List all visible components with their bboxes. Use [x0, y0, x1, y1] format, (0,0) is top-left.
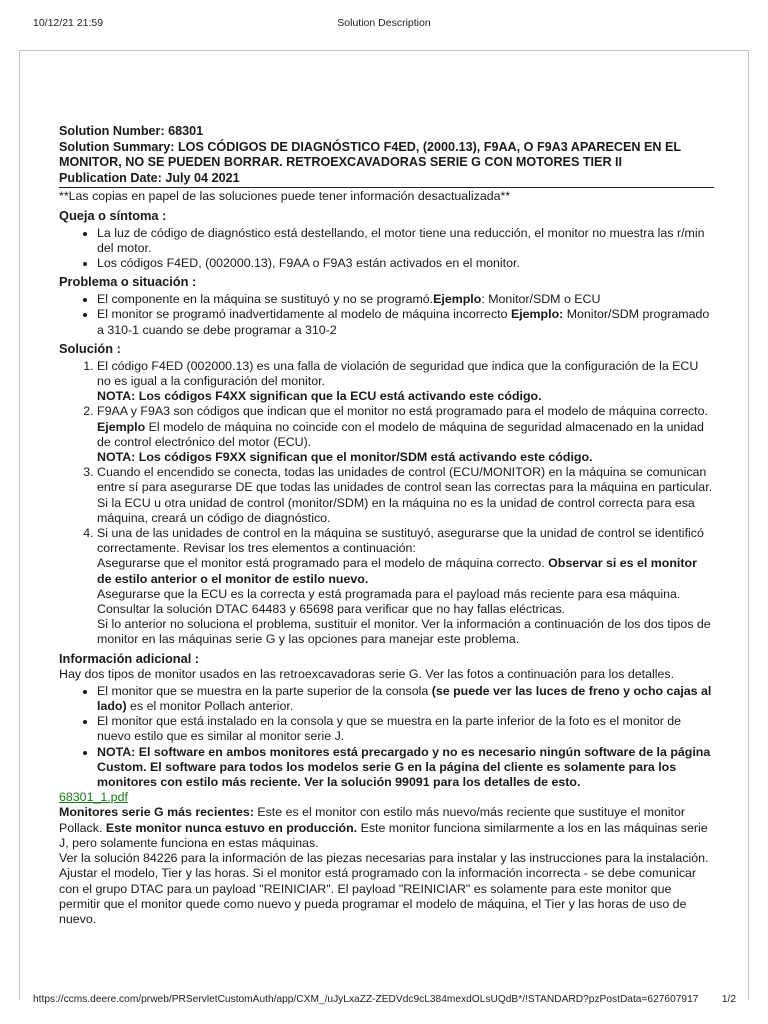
list-item: • El monitor que se muestra en la parte superior de la consola (se puede ver las luces de freno y ocho cajas al lado) es el monitor Pollach anterior. [97, 684, 714, 714]
footer-url: https://ccms.deere.com/prweb/PRServletCustomAuth/app/CXM_/uJyLxaZZ-ZEDVdc9cL384mexdOLsUQdB*/!STANDARD?pzPostData=627607917 [33, 994, 699, 1005]
adicional-intro: Hay dos tipos de monitor usados en las retroexcavadoras serie G. Ver las fotos a continuación para los detalles. [59, 666, 675, 681]
solucion-steps [59, 359, 714, 648]
section-adicional-title: Información adicional : [59, 650, 200, 666]
list-item: • El componente en la máquina se sustituyó y no se programó.Ejemplo: Monitor/SDM o ECU [97, 292, 714, 307]
disclaimer: **Las copias en papel de las soluciones puede tener información desactualizada** [59, 189, 511, 204]
print-timestamp: 10/12/21 21:59 [33, 17, 104, 29]
step-item: 1. El código F4ED (002000.13) es una falla de violación de seguridad que indica que la configuración de la ECU no es igual a la configuración del monitor. NOTA: Los códigos F4XX significan que la ECU está activando este código. [97, 359, 714, 405]
solution-summary: Solution Summary: LOS CÓDIGOS DE DIAGNÓSTICO F4ED, (2000.13), F9AA, O F9A3 APARECEN EN EL MONITOR, NO SE PUEDEN BORRAR. RETROEXCAVADORAS SERIE G CON MOTORES TIER II [59, 139, 681, 170]
section-queja-title: Queja o síntoma : [59, 207, 167, 223]
page-number: 1/2 [721, 994, 736, 1005]
publication-date: Publication Date: July 04 2021 [59, 170, 240, 185]
solution-number: Solution Number: 68301 [59, 124, 204, 138]
list-item: • El monitor se programó inadvertidamente al modelo de máquina incorrecto Ejemplo: Monitor/SDM programado a 310-1 cuando se debe programar a 310-2 [97, 307, 714, 337]
step-item: 3. Cuando el encendido se conecta, todas las unidades de control (ECU/MONITOR) en la máquina se comunican entre sí para asegurarse DE que todas las unidades de control sean las correctas para la máquina en particular. Si la ECU u otra unidad de control (monitor/SDM) en la máquina no es la unidad de control correcta para esa máquina, creará un código de diagnóstico. [97, 465, 714, 526]
section-solucion-title: Solución : [59, 340, 121, 356]
queja-list [59, 226, 714, 272]
monitor-paragraph: Monitores serie G más recientes: Este es el monitor con estilo más nuevo/más reciente que sustituye el monitor Pollack. Este monitor nunca estuvo en producción. Este monitor funciona similarmente a los en las máquinas serie J, pero solamente funciona en estas máquinas. [59, 805, 708, 850]
list-item: • NOTA: El software en ambos monitores está precargado y no es necesario ningún software de la página Custom. El software para todos los modelos serie G en la página del cliente es solamente para los monitores con estilo más reciente. Ver la solución 99091 para los detalles de esto. [97, 745, 714, 791]
problema-list [59, 292, 714, 338]
list-item: • La luz de código de diagnóstico está destellando, el motor tiene una reducción, el monitor no muestra las r/min del motor. [97, 226, 714, 256]
step-item: 4. Si una de las unidades de control en la máquina se sustituyó, asegurarse que la unidad de control se identificó correctamente. Revisar los tres elementos a continuación: Asegurarse que el monitor está programado para el modelo de máquina correcto. Observar si es el monitor de estilo anterior o el monitor de estilo nuevo. Asegurarse que la ECU es la correcta y está programada para el payload más reciente para esa máquina. Consultar la solución DTAC 64483 y 65698 para verificar que no hay fallas eléctricas. Si lo anterior no soluciona el problema, sustituir el monitor. Ver la información a continuación de los dos tipos de monitor en las máquinas serie G y las opciones para manejar este problema. [97, 526, 714, 648]
pdf-attachment-link[interactable]: 68301_1.pdf [59, 790, 128, 805]
print-header [0, 17, 768, 33]
list-item: • El monitor que está instalado en la consola y que se muestra en la parte inferior de la foto es el monitor de nuevo estilo que es similar al monitor serie J. [97, 714, 714, 744]
section-problema-title: Problema o situación : [59, 274, 197, 290]
solution-header [59, 124, 714, 188]
solution-content [59, 124, 714, 927]
step-item: 2. F9AA y F9A3 son códigos que indican que el monitor no está programado para el modelo de máquina correcto. Ejemplo El modelo de máquina no coincide con el modelo de máquina de seguridad almacenado en la unidad de control electrónico del motor (ECU). NOTA: Los códigos F9XX significan que el monitor/SDM está activando este código. [97, 404, 714, 465]
install-paragraph: Ver la solución 84226 para la información de las piezas necesarias para instalar y las instrucciones para la instalación. Ajustar el modelo, Tier y las horas. Si el monitor está programado con la información incorrecta - se debe comunicar con el grupo DTAC para un payload "REINICIAR". El payload "REINICIAR" es solamente para este monitor que permitir que el monitor quede como nuevo y pueda programar el modelo de máquina, el Tier y las horas de uso de nuevo. [59, 851, 709, 926]
adicional-list [59, 684, 714, 790]
list-item: • Los códigos F4ED, (002000.13), F9AA o F9A3 están activados en el monitor. [97, 256, 714, 271]
print-footer [0, 994, 768, 1010]
print-title: Solution Description [337, 17, 431, 29]
